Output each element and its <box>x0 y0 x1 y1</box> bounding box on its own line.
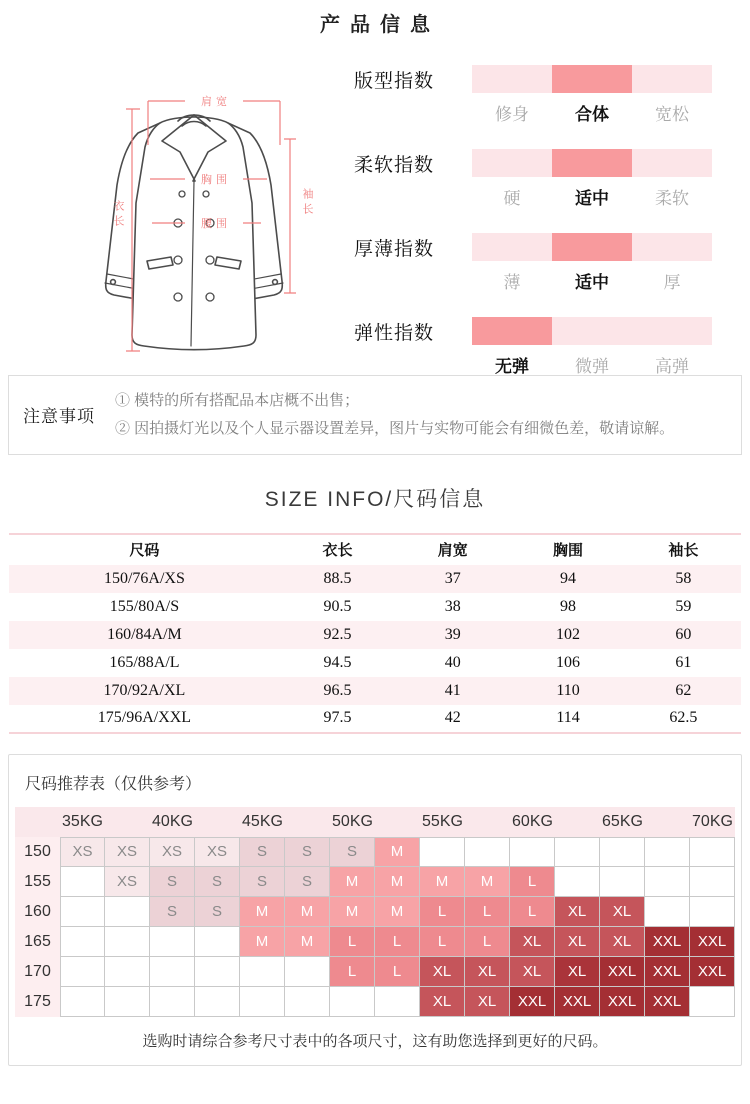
grid-cell: XXL <box>510 987 555 1017</box>
grid-cell: S <box>195 867 240 897</box>
grid-cell: L <box>330 927 375 957</box>
grid-cell <box>60 987 105 1017</box>
grid-cell: L <box>465 897 510 927</box>
grid-cell: XL <box>465 987 510 1017</box>
size-table-cell: 42 <box>444 709 461 726</box>
size-table-column-header: 尺码 <box>129 542 160 559</box>
grid-cell <box>645 867 690 897</box>
grid-cell <box>150 987 195 1017</box>
notice-label: 注意事项 <box>23 407 95 427</box>
bar-segment <box>552 317 632 345</box>
grid-cell: M <box>375 867 420 897</box>
size-table-cell: 62 <box>675 681 692 699</box>
weight-header <box>375 807 420 837</box>
thickness-index <box>354 233 716 293</box>
size-table-cell: 170/92A/XL <box>103 681 186 699</box>
grid-cell: S <box>285 837 330 867</box>
grid-cell: L <box>465 927 510 957</box>
softness-index <box>354 149 716 209</box>
grid-cell: M <box>285 897 330 927</box>
grid-cell <box>150 927 195 957</box>
grid-cell: S <box>330 837 375 867</box>
size-recommendation-box <box>8 754 742 1066</box>
grid-cell <box>195 987 240 1017</box>
grid-cell <box>375 987 420 1017</box>
grid-cell <box>645 897 690 927</box>
grid-cell <box>465 837 510 867</box>
grid-cell: M <box>375 897 420 927</box>
elasticity-index <box>354 317 716 377</box>
grid-cell: XL <box>600 927 645 957</box>
height-label: 170 <box>15 957 60 987</box>
grid-cell <box>195 957 240 987</box>
grid-cell: L <box>510 897 555 927</box>
notice-item: ① 模特的所有搭配品本店概不出售； <box>115 392 360 409</box>
bar-segment <box>552 65 632 93</box>
coat-diagram <box>44 53 346 363</box>
product-info-section <box>0 43 750 376</box>
grid-cell: XS <box>105 867 150 897</box>
height-label: 165 <box>15 927 60 957</box>
size-table-cell: 59 <box>675 597 692 615</box>
height-label: 175 <box>15 987 60 1017</box>
size-table-cell: 102 <box>556 625 581 643</box>
grid-cell: M <box>375 837 420 867</box>
fit-index-bar <box>472 65 712 93</box>
grid-cell: XL <box>555 927 600 957</box>
grid-cell <box>510 837 555 867</box>
size-table-cell: 58 <box>675 569 692 587</box>
grid-cell: S <box>195 897 240 927</box>
grid-cell: M <box>240 897 285 927</box>
size-table-cell: 37 <box>444 569 461 587</box>
notice-items <box>115 387 674 443</box>
weight-header: 55KG <box>420 807 465 837</box>
grid-cell <box>105 897 150 927</box>
grid-cell: L <box>375 957 420 987</box>
softness-index-title: 柔软指数 <box>354 154 435 176</box>
size-table-column-header: 肩宽 <box>437 542 468 559</box>
size-table-cell: 96.5 <box>323 681 352 699</box>
size-table-cell: 39 <box>444 625 461 643</box>
grid-cell: L <box>420 897 465 927</box>
grid-cell: XXL <box>600 987 645 1017</box>
weight-header: 50KG <box>330 807 375 837</box>
grid-cell: S <box>150 867 195 897</box>
size-table-column-header: 袖长 <box>668 542 699 559</box>
grid-cell <box>105 957 150 987</box>
grid-cell <box>60 897 105 927</box>
grid-cell: XL <box>510 927 555 957</box>
size-table-cell: 90.5 <box>323 597 352 615</box>
grid-cell: S <box>240 837 285 867</box>
weight-header: 65KG <box>600 807 645 837</box>
size-table <box>9 533 741 734</box>
page-title: 产品信息 <box>320 14 440 36</box>
index-option: 无弹 <box>495 357 529 376</box>
weight-header <box>195 807 240 837</box>
sleeve-label: 袖长 <box>301 188 313 218</box>
size-table-body <box>9 565 741 733</box>
size-table-cell: 114 <box>556 709 580 726</box>
weight-header <box>285 807 330 837</box>
grid-cell <box>105 927 150 957</box>
fit-index-title: 版型指数 <box>354 70 435 92</box>
shoulder-width-label: 肩宽 <box>201 96 231 108</box>
elasticity-index-title: 弹性指数 <box>354 322 435 344</box>
height-label: 150 <box>15 837 60 867</box>
size-table-cell: 92.5 <box>323 625 352 643</box>
size-table-cell: 175/96A/XXL <box>97 709 192 726</box>
bar-segment <box>552 233 632 261</box>
grid-cell <box>60 867 105 897</box>
size-table-row <box>9 649 741 677</box>
grid-cell <box>195 927 240 957</box>
recommendation-footnote: 选购时请综合参考尺寸表中的各项尺寸，这有助您选择到更好的尺码。 <box>142 1032 608 1050</box>
grid-cell <box>690 837 735 867</box>
softness-index-bar <box>472 149 712 177</box>
grid-cell <box>645 837 690 867</box>
grid-cell: XXL <box>645 957 690 987</box>
bar-segment <box>472 65 552 93</box>
grid-cell <box>150 957 195 987</box>
weight-header <box>105 807 150 837</box>
recommendation-title: 尺码推荐表（仅供参考） <box>25 775 202 793</box>
grid-cell: L <box>330 957 375 987</box>
index-option: 修身 <box>495 105 529 124</box>
length-label: 衣长 <box>112 200 124 230</box>
bar-segment <box>632 317 712 345</box>
height-label: 160 <box>15 897 60 927</box>
notice-box <box>8 375 742 455</box>
index-option: 厚 <box>663 273 681 292</box>
weight-header <box>465 807 510 837</box>
size-table-row <box>9 677 741 705</box>
size-table-column-header: 胸围 <box>553 542 584 559</box>
grid-cell <box>240 987 285 1017</box>
notice-item: ② 因拍摄灯光以及个人显示器设置差异，图片与实物可能会有细微色差，敬请谅解。 <box>115 419 675 437</box>
elasticity-index-bar <box>472 317 712 345</box>
grid-cell <box>690 867 735 897</box>
grid-cell <box>555 867 600 897</box>
size-table-cell: 62.5 <box>669 709 698 726</box>
size-table-column-header: 衣长 <box>322 542 353 559</box>
grid-cell: XXL <box>690 927 735 957</box>
bar-segment <box>472 149 552 177</box>
grid-cell: XL <box>555 957 600 987</box>
grid-cell <box>600 837 645 867</box>
size-table-cell: 150/76A/XS <box>103 569 185 587</box>
index-option: 高弹 <box>655 357 689 376</box>
grid-cell <box>60 957 105 987</box>
grid-cell <box>600 867 645 897</box>
grid-cell: XL <box>555 897 600 927</box>
grid-cell: L <box>510 867 555 897</box>
bar-segment <box>632 149 712 177</box>
size-table-cell: 106 <box>556 653 581 671</box>
size-table-row <box>9 705 741 733</box>
index-bars <box>354 53 716 376</box>
grid-cell: XXL <box>555 987 600 1017</box>
grid-cell: XS <box>105 837 150 867</box>
grid-cell <box>240 957 285 987</box>
grid-cell: XL <box>510 957 555 987</box>
grid-cell <box>105 987 150 1017</box>
thickness-index-bar <box>472 233 712 261</box>
grid-cell: M <box>420 867 465 897</box>
index-option: 硬 <box>503 189 521 208</box>
grid-cell <box>420 837 465 867</box>
index-option: 薄 <box>503 273 521 292</box>
weight-header: 35KG <box>60 807 105 837</box>
grid-cell: XXL <box>645 927 690 957</box>
weight-header: 40KG <box>150 807 195 837</box>
weight-header: 60KG <box>510 807 555 837</box>
grid-cell: M <box>330 867 375 897</box>
grid-cell: XXL <box>600 957 645 987</box>
grid-cell: M <box>285 927 330 957</box>
size-table-cell: 97.5 <box>323 709 352 726</box>
size-table-cell: 94.5 <box>323 653 352 671</box>
index-option: 柔软 <box>655 189 689 208</box>
recommendation-grid <box>15 807 735 1017</box>
index-option: 适中 <box>575 273 609 292</box>
size-table-row <box>9 565 741 593</box>
grid-cell: L <box>420 927 465 957</box>
size-table-cell: 60 <box>675 625 692 643</box>
grid-cell <box>330 987 375 1017</box>
grid-cell <box>690 897 735 927</box>
waist-label: 腰围 <box>201 218 231 230</box>
index-option: 微弹 <box>575 357 609 376</box>
weight-header: 70KG <box>690 807 735 837</box>
size-table-row <box>9 621 741 649</box>
thickness-index-title: 厚薄指数 <box>354 238 435 260</box>
grid-cell: S <box>240 867 285 897</box>
height-label: 155 <box>15 867 60 897</box>
grid-cell: S <box>285 867 330 897</box>
size-table-cell: 40 <box>444 653 461 671</box>
index-option: 宽松 <box>655 105 689 124</box>
grid-cell: XL <box>420 957 465 987</box>
weight-header <box>555 807 600 837</box>
size-table-cell: 94 <box>560 569 577 587</box>
coat-measurement-illustration <box>44 53 346 363</box>
grid-cell <box>285 957 330 987</box>
grid-cell: S <box>150 897 195 927</box>
grid-cell: XL <box>420 987 465 1017</box>
size-table-cell: 165/88A/L <box>109 653 180 671</box>
bar-segment <box>472 233 552 261</box>
size-table-cell: 38 <box>444 597 461 615</box>
grid-cell <box>555 837 600 867</box>
grid-cell: L <box>375 927 420 957</box>
grid-cell: M <box>330 897 375 927</box>
grid-cell <box>690 987 735 1017</box>
size-table-head-row <box>9 534 741 565</box>
size-table-cell: 110 <box>556 681 580 699</box>
grid-cell: M <box>465 867 510 897</box>
weight-header <box>645 807 690 837</box>
size-table-cell: 88.5 <box>323 569 352 587</box>
chest-label: 胸围 <box>201 174 231 186</box>
grid-cell: M <box>240 927 285 957</box>
grid-cell: XS <box>195 837 240 867</box>
size-table-cell: 41 <box>444 681 461 699</box>
grid-cell: XXL <box>645 987 690 1017</box>
grid-cell: XXL <box>690 957 735 987</box>
grid-cell <box>60 927 105 957</box>
grid-cell <box>285 987 330 1017</box>
size-table-cell: 61 <box>675 653 692 671</box>
grid-cell: XL <box>600 897 645 927</box>
bar-segment <box>632 65 712 93</box>
size-table-cell: 160/84A/M <box>107 625 182 643</box>
size-table-cell: 98 <box>560 597 577 615</box>
grid-cell: XL <box>465 957 510 987</box>
bar-segment <box>632 233 712 261</box>
index-option: 适中 <box>575 189 609 208</box>
grid-cell: XS <box>60 837 105 867</box>
weight-header: 45KG <box>240 807 285 837</box>
size-table-row <box>9 593 741 621</box>
size-info-heading: SIZE INFO/尺码信息 <box>264 487 486 511</box>
size-table-cell: 155/80A/S <box>109 597 180 615</box>
fit-index <box>354 65 716 125</box>
grid-corner <box>15 807 60 837</box>
index-option: 合体 <box>575 105 609 124</box>
grid-cell: XS <box>150 837 195 867</box>
bar-segment <box>552 149 632 177</box>
bar-segment <box>472 317 552 345</box>
